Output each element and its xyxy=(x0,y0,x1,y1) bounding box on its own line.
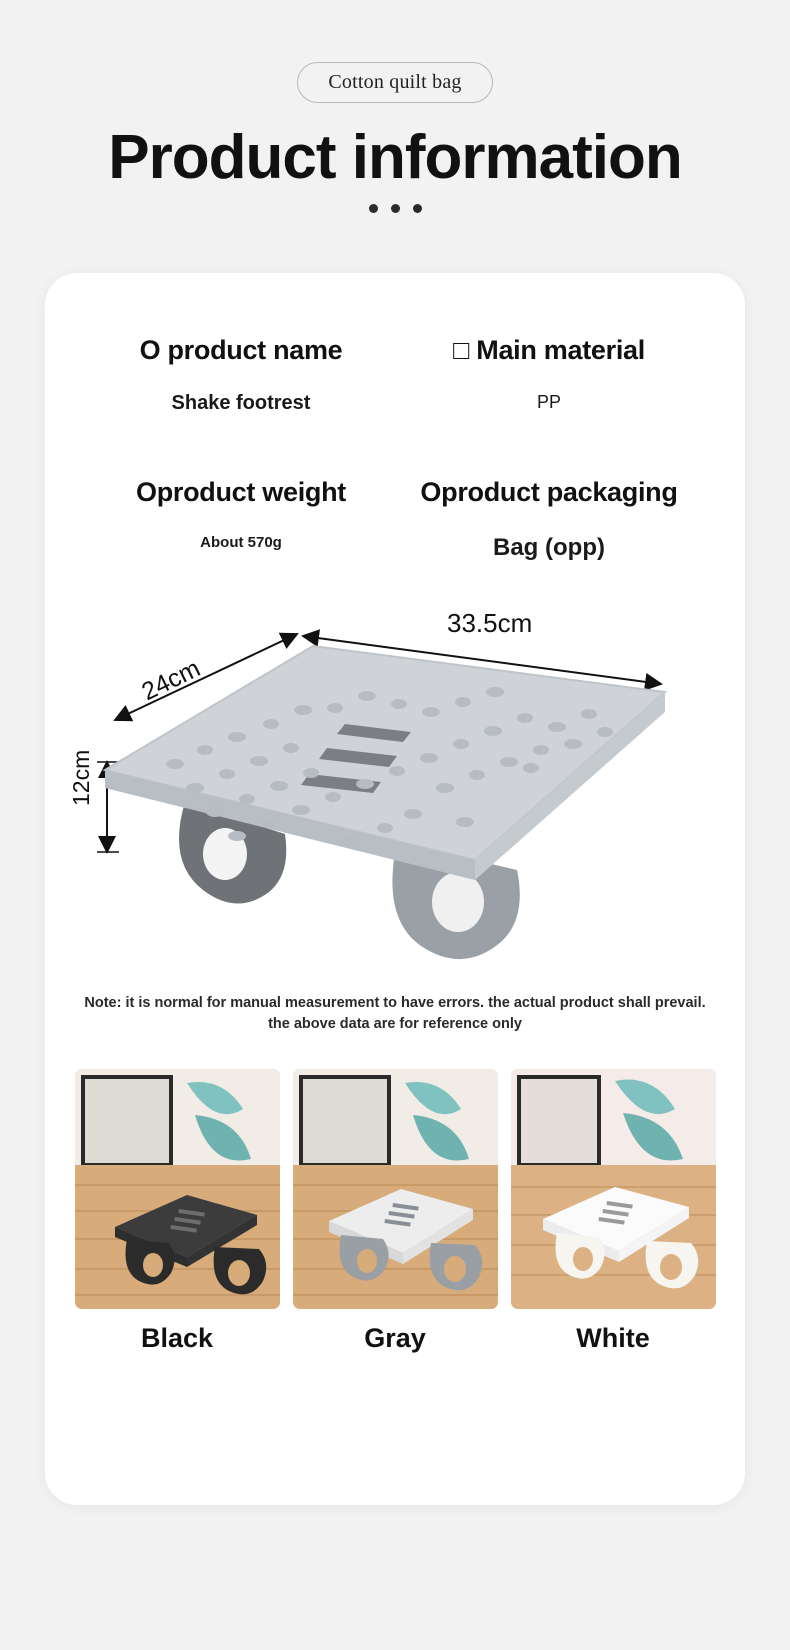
color-variants xyxy=(45,1035,745,1354)
info-card xyxy=(45,273,745,1505)
spec-label: Oproduct packaging xyxy=(420,477,678,507)
color-label: Gray xyxy=(364,1323,426,1354)
spec-value: PP xyxy=(536,392,561,412)
spec-value: Shake footrest xyxy=(171,392,311,414)
color-photo xyxy=(293,1069,498,1309)
color-photo xyxy=(511,1069,716,1309)
color-photo xyxy=(75,1069,280,1309)
dot-icon xyxy=(369,204,378,213)
decorative-dots xyxy=(0,204,790,213)
spec-label: Oproduct weight xyxy=(136,477,346,507)
spec-grid xyxy=(45,273,745,572)
color-variant-gray[interactable] xyxy=(293,1069,498,1354)
dimension-depth-label: 24cm xyxy=(137,654,205,707)
spec-value: About 570g xyxy=(200,534,282,551)
page-title: Product information xyxy=(108,123,682,192)
color-label: Black xyxy=(140,1323,214,1354)
spec-product-packaging xyxy=(395,477,703,572)
category-badge: Cotton quilt bag xyxy=(297,62,492,103)
spec-value: Bag (opp) xyxy=(493,534,605,561)
dot-icon xyxy=(391,204,400,213)
spec-main-material xyxy=(395,335,703,425)
color-variant-black[interactable] xyxy=(75,1069,280,1354)
color-label: White xyxy=(576,1323,650,1354)
dot-icon xyxy=(413,204,422,213)
measurement-note: Note: it is normal for manual measurement to have errors. the actual product shall prevail. the above data are for reference only xyxy=(84,995,706,1033)
color-variant-white[interactable] xyxy=(511,1069,716,1354)
dimension-height-label: 12cm xyxy=(68,749,94,806)
badge-row xyxy=(0,0,790,103)
dimension-width-label: 33.5cm xyxy=(447,608,533,638)
dimension-diagram xyxy=(45,592,745,987)
spec-label: O product name xyxy=(139,335,343,365)
spec-product-name xyxy=(87,335,395,425)
spec-label: □ Main material xyxy=(453,335,645,365)
spec-product-weight xyxy=(87,477,395,572)
